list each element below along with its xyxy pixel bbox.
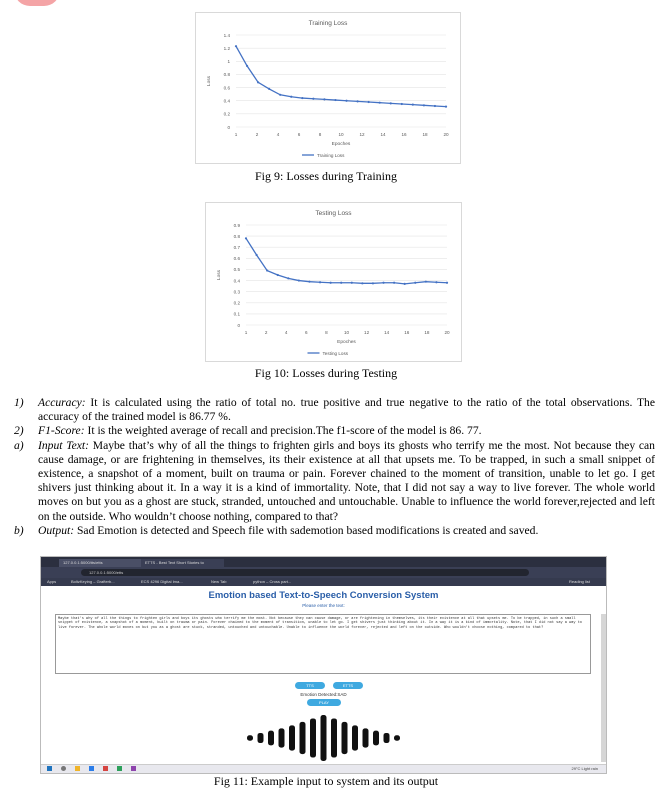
y-tick-label: 1.4 (223, 32, 230, 38)
list-number: a) (14, 438, 24, 452)
bookmarks-bar (41, 578, 606, 586)
y-tick-label: 1 (227, 59, 230, 65)
search-icon[interactable] (61, 766, 66, 771)
y-tick-label: 0.8 (233, 233, 240, 239)
file-explorer-icon[interactable] (75, 766, 80, 771)
series-line (236, 46, 446, 106)
data-point (393, 282, 395, 284)
windows-taskbar (41, 764, 606, 773)
browser-tab[interactable]: ETTS - Best Text Short Stories to (141, 559, 224, 567)
data-point (246, 65, 248, 67)
data-point (390, 102, 392, 104)
app-title: Emotion based Text-to-Speech Conversion System (208, 590, 439, 601)
waveform-bar (310, 718, 316, 757)
testing-loss-chart (205, 202, 462, 362)
list-text: Maybe that’s why of all the things to frighten girls and boys its ghosts who terrify me the most. Not because they can cause damage, or are frightening in themselves, its their existence at all that upsets me. To be trapped, in such a small snippet of existence, a snapshot of a moment, built on trauma or pain. Forever chained to the moment of transition, unable to let go. I get shivers just thinking about it. In a way it is a kind of immortality. Note, that I did not say a way to live forever. The whole world moves on but you as a ghost are stuck, stranded, untouched and untouchable. Unable to influence the world forever,rejected and left on the outside. Who wouldn’t choose nothing, compared to that? (38, 438, 655, 523)
waveform-bar (394, 735, 400, 741)
data-point (319, 281, 321, 283)
y-tick-label: 0.3 (233, 289, 240, 295)
emotion-result: Emotion Detected:SAD (300, 692, 347, 697)
y-tick-label: 0.4 (223, 98, 230, 104)
waveform-bar (342, 722, 348, 754)
edge-icon[interactable] (89, 766, 94, 771)
data-point (372, 282, 374, 284)
fig11-caption: Fig 11: Example input to system and its output (213, 774, 439, 788)
bookmark-item[interactable]: Reading list (569, 579, 590, 584)
bookmark-item[interactable]: python – Cross part... (253, 579, 292, 584)
corner-decoration (14, 0, 60, 6)
data-point (245, 237, 247, 239)
training-loss-chart (195, 12, 461, 164)
series-line (246, 238, 447, 284)
y-axis-label: Loss (217, 269, 222, 281)
data-point (368, 101, 370, 103)
x-tick-label: 18 (422, 132, 428, 137)
data-point (412, 104, 414, 106)
list-text: It is calculated using the ratio of total no. true positive and true negative to the ratio of the total observations. The accuracy of the trained model is 86.77 %. (38, 396, 655, 424)
list-label: F1-Score: (38, 424, 85, 438)
data-point (330, 282, 332, 284)
data-point (235, 45, 237, 47)
data-point (425, 281, 427, 283)
data-point (414, 282, 416, 284)
x-tick-label: 8 (325, 330, 328, 335)
waveform-bar (352, 725, 358, 750)
data-point (279, 94, 281, 96)
data-point (266, 269, 268, 271)
waveform-bar (279, 728, 285, 747)
x-tick-label: 20 (444, 330, 450, 335)
bookmark-item[interactable]: Apps (47, 579, 57, 584)
x-tick-label: 2 (255, 132, 259, 137)
x-tick-label: 14 (384, 330, 390, 335)
windows-start-icon[interactable] (47, 766, 52, 771)
x-tick-label: 16 (404, 330, 410, 335)
x-tick-label: 2 (264, 330, 268, 335)
data-point (435, 281, 437, 283)
data-point (351, 282, 353, 284)
list-label: Input Text: (38, 438, 89, 452)
data-point (382, 282, 384, 284)
chart-title: Testing Loss (315, 210, 352, 217)
x-tick-label: 6 (305, 330, 308, 335)
data-point (345, 100, 347, 102)
data-point (298, 279, 300, 281)
data-point (312, 98, 314, 100)
x-tick-label: 1 (244, 330, 248, 335)
app-icon[interactable] (117, 766, 122, 771)
waveform-bar (363, 728, 369, 747)
list-item-accuracy (14, 396, 655, 424)
x-tick-label: 12 (359, 132, 365, 137)
data-point (423, 104, 425, 106)
waveform-bar (331, 718, 337, 757)
y-axis-label: Loss (207, 75, 212, 87)
data-point (361, 282, 363, 284)
data-point (334, 99, 336, 101)
list-number: 1) (14, 396, 24, 409)
data-point (356, 100, 358, 102)
y-tick-label: 0.4 (233, 278, 240, 284)
url-field[interactable]: 127.0.0.1:5000/etts (81, 569, 529, 576)
waveform-bar (321, 715, 327, 761)
x-tick-label: 4 (276, 132, 280, 137)
bookmark-item[interactable]: BoltzKeying – Grafterb... (71, 579, 115, 584)
list-number: b) (14, 523, 24, 537)
browser-tab-bar (41, 557, 606, 567)
metrics-list (14, 396, 655, 538)
legend-label: Testing Loss (322, 350, 349, 356)
waveform-bar (247, 735, 253, 741)
y-tick-label: 0.8 (223, 72, 230, 78)
legend-label: Training Loss (317, 152, 345, 158)
browser-tab[interactable]: 127.0.0.1:5000/tts/etts (59, 559, 142, 567)
x-tick-label: 14 (380, 132, 386, 137)
list-item-input (14, 439, 655, 524)
list-label: Output: (38, 523, 75, 537)
waveform-bar (300, 722, 306, 754)
x-tick-label: 20 (443, 132, 449, 137)
chart-title: Training Loss (308, 20, 348, 27)
x-axis-label: Epoches (337, 340, 356, 345)
y-tick-label: 0.2 (223, 111, 230, 117)
list-number: 2) (14, 424, 24, 438)
text-prompt: Please enter the text: (302, 603, 345, 608)
data-point (257, 81, 259, 83)
y-tick-label: 0.9 (233, 222, 240, 228)
x-tick-label: 18 (424, 330, 430, 335)
data-point (401, 103, 403, 105)
data-point (308, 281, 310, 283)
testing-loss-svg (206, 203, 461, 361)
data-point (268, 88, 270, 90)
x-tick-label: 10 (343, 330, 350, 335)
y-tick-label: 0.5 (233, 267, 240, 273)
app-screenshot (40, 556, 607, 774)
waveform-bar (373, 731, 379, 746)
tts-button[interactable]: TTS (295, 682, 325, 689)
text-input[interactable]: Maybe that's why of all the things to frighten girls and boys its ghosts who terrify me the most. Not because they can cause damage, or are frightening in themselves, its their existence at all that upsets me. To be trapped, in such a small snippet of existence, a snapshot of a moment, built on trauma or pain. Forever chained to the moment of transition, unable to let go. I get shivers just thinking about it. In a way it is a kind of immortality. Note, that I did not say a way to live forever. The whole world moves on but you as a ghost are stuck, stranded, untouched and untouchable. Unable to influence the world forever, rejected and left on the outside. Who wouldn't choose nothing, compared to that? (55, 614, 591, 674)
waveform-bar (268, 731, 274, 746)
data-point (287, 277, 289, 279)
data-point (301, 97, 303, 99)
data-point (323, 98, 325, 100)
play-button[interactable]: PLAY (307, 699, 341, 706)
x-axis-label: Epoches (331, 142, 351, 147)
data-point (446, 282, 448, 284)
waveform-bar (289, 725, 295, 750)
x-tick-label: 1 (234, 132, 238, 137)
data-point (379, 102, 381, 104)
data-point (404, 283, 406, 285)
weather-status: 29°C Light rain (571, 766, 598, 771)
audio-waveform (41, 710, 606, 770)
data-point (340, 282, 342, 284)
x-tick-label: 16 (401, 132, 407, 137)
y-tick-label: 0.6 (223, 85, 230, 91)
y-tick-label: 0.1 (233, 311, 240, 317)
list-label: Accuracy: (38, 396, 86, 409)
data-point (445, 106, 447, 108)
x-tick-label: 6 (297, 132, 301, 137)
etts-button[interactable]: ETTS (333, 682, 363, 689)
list-item-output (14, 524, 655, 538)
browser-address-bar (41, 567, 606, 578)
bookmark-item[interactable]: ECS 4296 Digital Ima... (141, 579, 183, 584)
data-point (277, 274, 279, 276)
waveform-bar (384, 733, 390, 743)
list-text: It is the weighted average of recall and precision.The f1-score of the model is 86. 77. (84, 424, 482, 438)
data-point (434, 105, 436, 107)
waveform-bar (258, 733, 264, 743)
fig9-caption: Fig 9: Losses during Training (254, 169, 398, 183)
chrome-icon[interactable] (103, 766, 108, 771)
data-point (255, 254, 257, 256)
y-tick-label: 0 (237, 322, 240, 328)
data-point (290, 96, 292, 98)
y-tick-label: 1.2 (223, 45, 230, 51)
list-item-f1 (14, 424, 655, 438)
x-tick-label: 12 (364, 330, 370, 335)
bookmark-item[interactable]: New Tab (211, 579, 227, 584)
y-tick-label: 0.7 (233, 245, 240, 251)
x-tick-label: 10 (338, 132, 344, 137)
app-page (41, 586, 606, 764)
x-tick-label: 8 (318, 132, 322, 137)
x-tick-label: 4 (284, 330, 288, 335)
fig10-caption: Fig 10: Losses during Testing (254, 366, 398, 380)
app-icon[interactable] (131, 766, 136, 771)
training-loss-svg (196, 13, 460, 163)
y-tick-label: 0.6 (233, 256, 240, 262)
y-tick-label: 0.2 (233, 300, 240, 306)
list-text: Sad Emotion is detected and Speech file with sademotion based modifications is created and saved. (74, 523, 539, 537)
y-tick-label: 0 (227, 124, 230, 130)
